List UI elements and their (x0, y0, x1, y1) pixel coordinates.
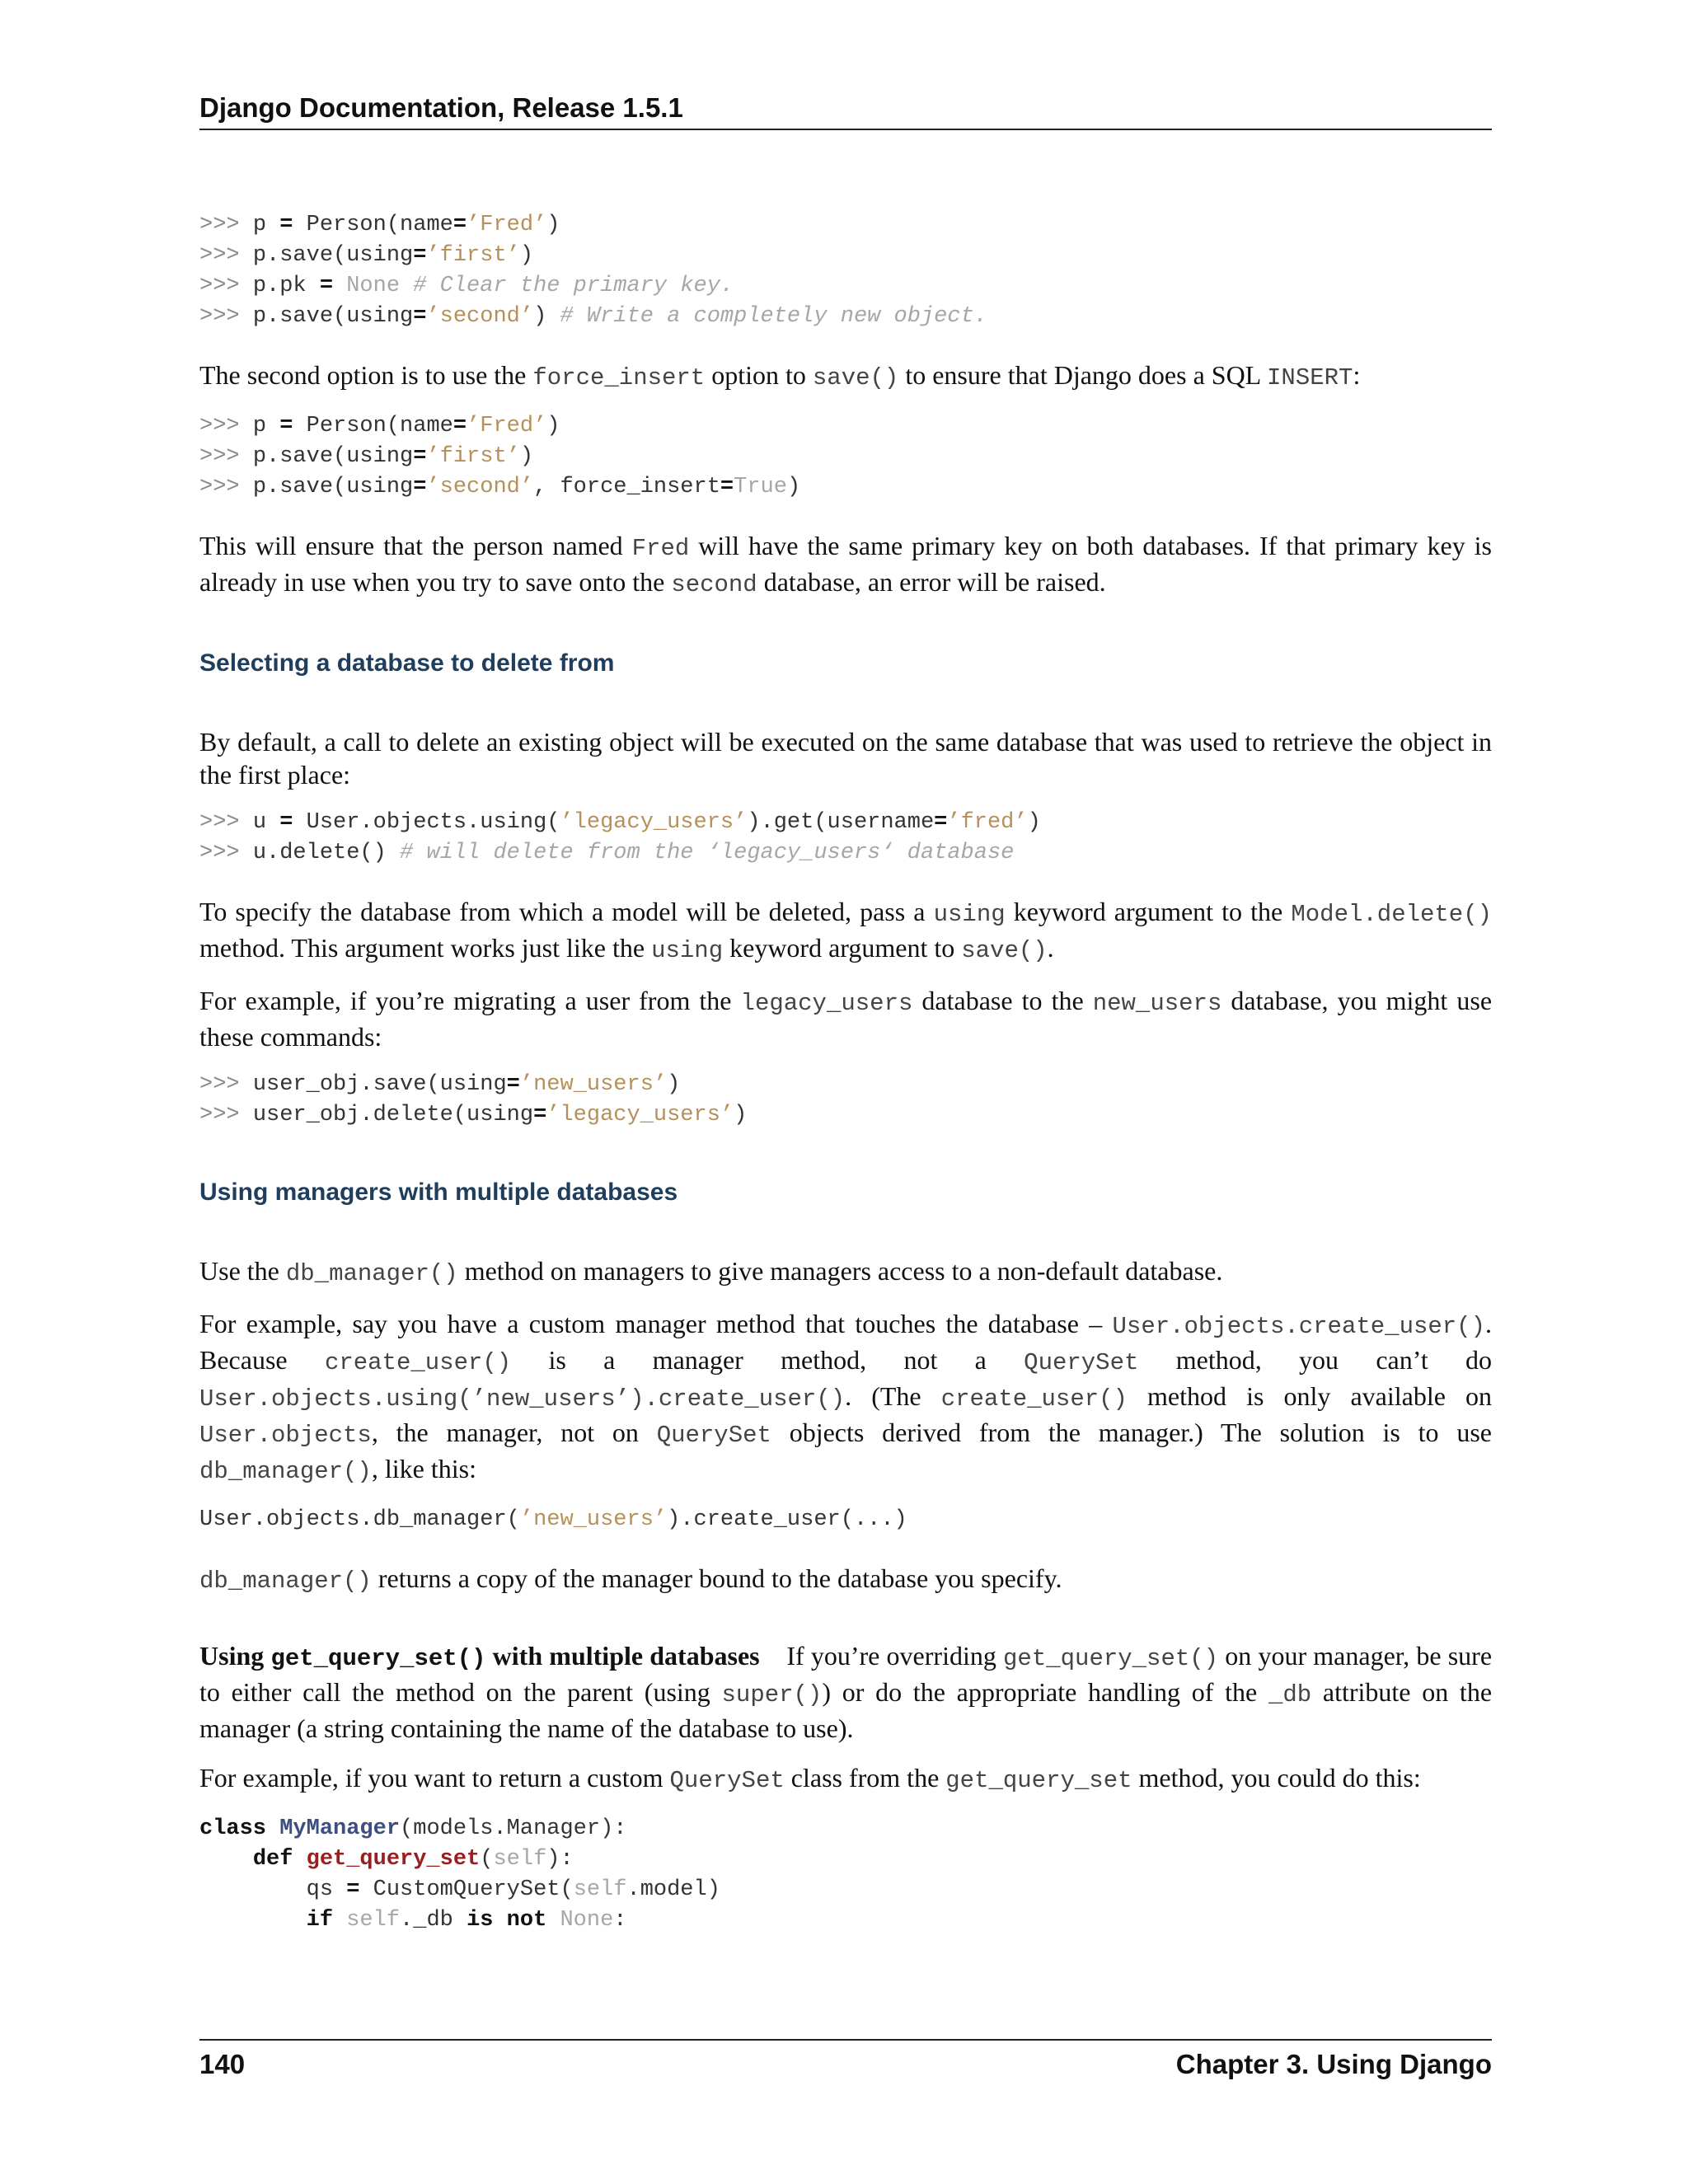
page-content (199, 210, 1492, 1962)
paragraph-migrating-user: For example, if you’re migrating a user from the legacy_users database to the new_users database, you might use these commands: (199, 986, 1493, 1052)
page-number: 140 (199, 2049, 246, 2079)
chapter-title: Chapter 3. Using Django (1175, 2049, 1492, 2079)
paragraph-delete-default: By default, a call to delete an existing object will be executed on the same database that was used to retrieve the object in the first place: (199, 727, 1492, 790)
code-block-force-insert: >>> p = Person(name=’Fred’) >>> p.save(using=’first’) >>> p.save(using=’second’, force_insert=True) (199, 414, 801, 499)
section-heading-delete: Selecting a database to delete from (199, 649, 615, 677)
paragraph-same-primary-key: This will ensure that the person named Fred will have the same primary key on both databases. If that primary key is already in use when you try to save onto the second database, an error will be raised. (199, 531, 1493, 598)
code-block-db-manager: User.objects.db_manager(’new_users’).create_user(...) (199, 1507, 907, 1532)
paragraph-db-manager: Use the db_manager() method on managers to give managers access to a non-default database. (199, 1256, 1223, 1287)
rubric-get-query-set: Using get_query_set() with multiple databases (199, 1641, 760, 1672)
paragraph-specify-database: To specify the database from which a model will be deleted, pass a using keyword argument to the Model.delete() method. This argument works just like the using keyword argument to save(). (199, 897, 1493, 964)
code-block-my-manager: class MyManager(models.Manager): def get_query_set(self): qs = CustomQuerySet(self.model) if self._db is not None: (199, 1816, 720, 1933)
paragraph-force-insert: The second option is to use the force_insert option to save() to ensure that Django does a SQL INSERT: (199, 360, 1361, 391)
paragraph-get-query-set: Using get_query_set() with multiple databases If you’re overriding get_query_set() on your manager, be sure to either call the method on the parent (using super()) or do the appropriate handling of the _db attribute on the manager (a string containing the name of the database to use). (199, 1641, 1493, 1743)
document-page (199, 0, 1492, 2184)
section-heading-managers: Using managers with multiple databases (199, 1179, 678, 1206)
paragraph-db-manager-returns: db_manager() returns a copy of the manager bound to the database you specify. (199, 1563, 1062, 1595)
page-footer (199, 2039, 1492, 2080)
running-header: Django Documentation, Release 1.5.1 (199, 92, 1492, 130)
paragraph-custom-queryset: For example, if you want to return a custom QuerySet class from the get_query_set method, you could do this: (199, 1763, 1421, 1794)
paragraph-custom-manager: For example, say you have a custom manager method that touches the database – User.objects.create_user(). Because create_user() is a manager method, not a QuerySet method, you can’t do User.objects.using(’new_users’).create_user(). (The create_user() method is only available on User.objects, the manager, not on QuerySet objects derived from the manager.) The solution is to use db_manager(), like this: (199, 1309, 1493, 1485)
code-block-migrate: >>> user_obj.save(using=’new_users’) >>> user_obj.delete(using=’legacy_users’) (199, 1072, 748, 1127)
code-block-save-new-object: >>> p = Person(name=’Fred’) >>> p.save(using=’first’) >>> p.pk = None # Clear the primary key. >>> p.save(using=’second’) # Write a completely new object. (199, 213, 987, 329)
code-block-delete: >>> u = User.objects.using(’legacy_users’).get(username=’fred’) >>> u.delete() # will delete from the ‘legacy_users‘ database (199, 810, 1041, 865)
